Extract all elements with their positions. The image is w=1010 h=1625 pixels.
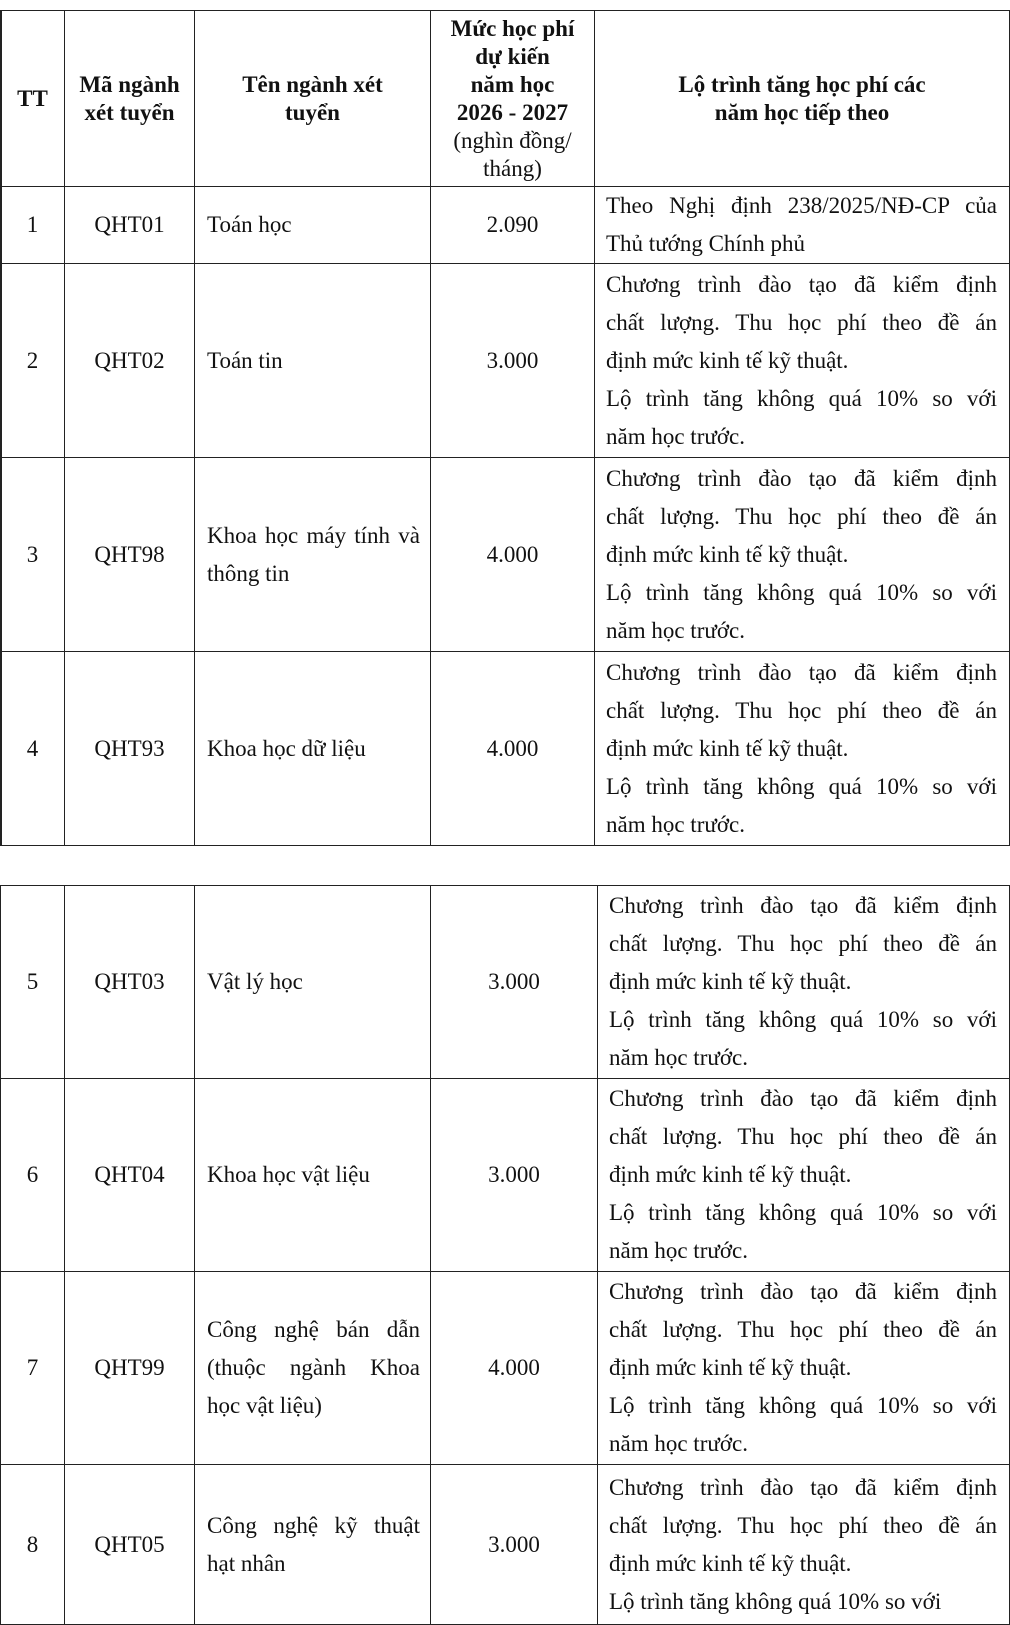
header-fee-line: (nghìn đồng/ bbox=[453, 127, 572, 153]
table-row bbox=[1, 1079, 1010, 1272]
program-name: Khoa học vật liệu bbox=[195, 1079, 431, 1272]
roadmap-line: định mức kinh tế kỹ thuật. bbox=[606, 347, 849, 373]
roadmap-line: chất lượng. Thu học phí theo đề án bbox=[606, 697, 997, 723]
tuition-fee: 4.000 bbox=[431, 1272, 598, 1465]
roadmap-line: Lộ trình tăng không quá 10% so với bbox=[606, 385, 997, 411]
tuition-fee: 3.000 bbox=[431, 1465, 598, 1625]
roadmap-line: định mức kinh tế kỹ thuật. bbox=[609, 969, 852, 994]
program-name: Khoa học dữ liệu bbox=[195, 652, 431, 846]
fee-roadmap bbox=[598, 1079, 1010, 1272]
roadmap-line: định mức kinh tế kỹ thuật. bbox=[606, 541, 849, 567]
roadmap-line: chất lượng. Thu học phí theo đề án bbox=[609, 1317, 997, 1342]
roadmap-line: Chương trình đào tạo đã kiểm định bbox=[606, 659, 997, 685]
fee-roadmap bbox=[595, 187, 1010, 264]
program-name: Toán tin bbox=[195, 264, 431, 458]
program-code: QHT03 bbox=[65, 886, 195, 1079]
fee-roadmap bbox=[595, 264, 1010, 458]
header-tt: TT bbox=[1, 11, 65, 187]
program-name: Công nghệ bán dẫn (thuộc ngành Khoa học vật liệu) bbox=[195, 1272, 431, 1465]
header-code: Mã ngành xét tuyển bbox=[65, 11, 195, 187]
program-name: Khoa học máy tính và thông tin bbox=[195, 458, 431, 652]
program-name: Toán học bbox=[195, 187, 431, 264]
tuition-fee: 4.000 bbox=[431, 652, 595, 846]
roadmap-line: năm học trước. bbox=[606, 423, 745, 449]
table-row bbox=[1, 1272, 1010, 1465]
tuition-fee: 3.000 bbox=[431, 1079, 598, 1272]
header-fee bbox=[431, 11, 595, 187]
roadmap-line: chất lượng. Thu học phí theo đề án bbox=[609, 931, 997, 956]
roadmap-line: Lộ trình tăng không quá 10% so với bbox=[609, 1393, 997, 1418]
roadmap-line: chất lượng. Thu học phí theo đề án bbox=[606, 309, 997, 335]
tuition-table-part-2 bbox=[0, 885, 1010, 1625]
roadmap-line: Chương trình đào tạo đã kiểm định bbox=[609, 1279, 997, 1304]
program-code: QHT98 bbox=[65, 458, 195, 652]
header-fee-line: 2026 - 2027 bbox=[456, 99, 569, 125]
table-row bbox=[1, 187, 1010, 264]
fee-roadmap bbox=[598, 886, 1010, 1079]
program-code: QHT04 bbox=[65, 1079, 195, 1272]
header-fee-line: năm học bbox=[470, 71, 555, 97]
table-row bbox=[1, 264, 1010, 458]
roadmap-line: Lộ trình tăng không quá 10% so với bbox=[606, 773, 997, 799]
roadmap-line: Chương trình đào tạo đã kiểm định bbox=[606, 465, 997, 491]
table-row bbox=[1, 886, 1010, 1079]
row-number: 5 bbox=[1, 886, 65, 1079]
table-row bbox=[1, 652, 1010, 846]
roadmap-line: Chương trình đào tạo đã kiểm định bbox=[609, 893, 997, 918]
header-fee-line: Mức học phí bbox=[450, 15, 575, 41]
roadmap-line: chất lượng. Thu học phí theo đề án bbox=[609, 1512, 997, 1538]
roadmap-line: Chương trình đào tạo đã kiểm định bbox=[609, 1474, 997, 1500]
roadmap-line: định mức kinh tế kỹ thuật. bbox=[609, 1550, 852, 1576]
roadmap-line: năm học trước. bbox=[609, 1431, 748, 1456]
header-row bbox=[1, 11, 1010, 187]
table-row bbox=[1, 458, 1010, 652]
row-number: 7 bbox=[1, 1272, 65, 1465]
roadmap-line: năm học trước. bbox=[606, 811, 745, 837]
roadmap-line: Lộ trình tăng không quá 10% so với bbox=[609, 1200, 997, 1225]
roadmap-line: chất lượng. Thu học phí theo đề án bbox=[606, 503, 997, 529]
roadmap-line: Lộ trình tăng không quá 10% so với bbox=[609, 1007, 997, 1032]
header-name: Tên ngành xét tuyển bbox=[195, 11, 431, 187]
program-name: Công nghệ kỹ thuật hạt nhân bbox=[195, 1465, 431, 1625]
roadmap-line: định mức kinh tế kỹ thuật. bbox=[609, 1355, 852, 1380]
roadmap-line: định mức kinh tế kỹ thuật. bbox=[606, 735, 849, 761]
tuition-table-part-1 bbox=[0, 10, 1010, 846]
row-number: 6 bbox=[1, 1079, 65, 1272]
fee-roadmap bbox=[598, 1272, 1010, 1465]
roadmap-line: Lộ trình tăng không quá 10% so với bbox=[606, 579, 997, 605]
roadmap-line: chất lượng. Thu học phí theo đề án bbox=[609, 1124, 997, 1149]
program-code: QHT01 bbox=[65, 187, 195, 264]
tuition-fee: 4.000 bbox=[431, 458, 595, 652]
roadmap-line: Theo Nghị định 238/2025/NĐ-CP của bbox=[606, 193, 997, 218]
tuition-fee: 2.090 bbox=[431, 187, 595, 264]
tuition-fee: 3.000 bbox=[431, 886, 598, 1079]
row-number: 4 bbox=[1, 652, 65, 846]
roadmap-line: năm học trước. bbox=[609, 1045, 748, 1070]
fee-roadmap bbox=[598, 1465, 1010, 1625]
row-number: 3 bbox=[1, 458, 65, 652]
program-code: QHT02 bbox=[65, 264, 195, 458]
table-row bbox=[1, 1465, 1010, 1625]
roadmap-line: Chương trình đào tạo đã kiểm định bbox=[606, 271, 997, 297]
row-number: 8 bbox=[1, 1465, 65, 1625]
row-number: 2 bbox=[1, 264, 65, 458]
program-name: Vật lý học bbox=[195, 886, 431, 1079]
fee-roadmap bbox=[595, 458, 1010, 652]
fee-roadmap bbox=[595, 652, 1010, 846]
roadmap-line: năm học trước. bbox=[606, 617, 745, 643]
roadmap-line: Thủ tướng Chính phủ bbox=[606, 231, 806, 256]
roadmap-line: Lộ trình tăng không quá 10% so với bbox=[609, 1588, 942, 1614]
program-code: QHT93 bbox=[65, 652, 195, 846]
roadmap-line: Chương trình đào tạo đã kiểm định bbox=[609, 1086, 997, 1111]
program-code: QHT05 bbox=[65, 1465, 195, 1625]
roadmap-line: định mức kinh tế kỹ thuật. bbox=[609, 1162, 852, 1187]
roadmap-line: năm học trước. bbox=[609, 1238, 748, 1263]
program-code: QHT99 bbox=[65, 1272, 195, 1465]
header-roadmap: Lộ trình tăng học phí các năm học tiếp theo bbox=[595, 11, 1010, 187]
row-number: 1 bbox=[1, 187, 65, 264]
header-fee-line: tháng) bbox=[483, 155, 542, 181]
tuition-fee: 3.000 bbox=[431, 264, 595, 458]
header-fee-line: dự kiến bbox=[475, 43, 550, 69]
